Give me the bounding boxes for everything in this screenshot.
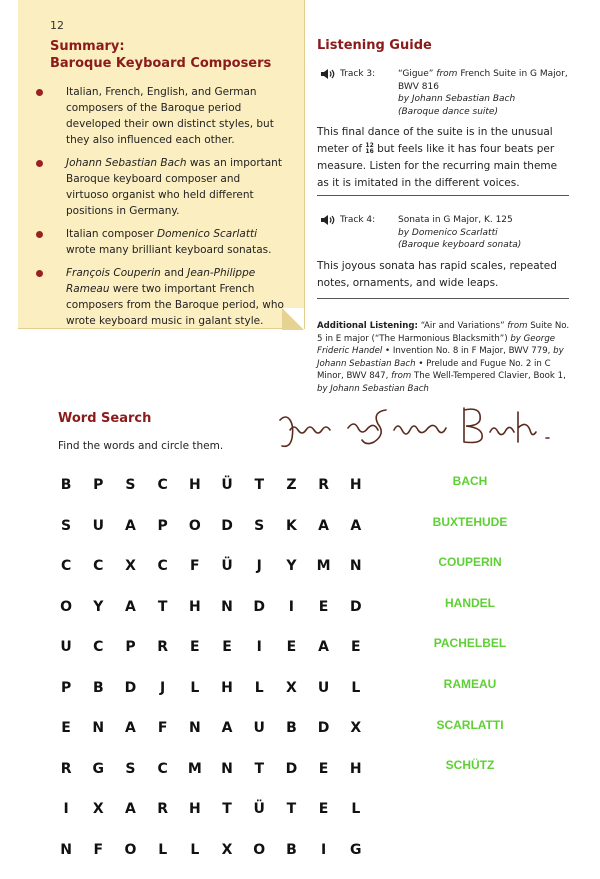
speaker-icon xyxy=(320,68,336,80)
grid-letter[interactable]: L xyxy=(147,842,179,858)
summary-title xyxy=(50,38,290,72)
grid-letter[interactable]: U xyxy=(243,720,275,736)
word-list-item: COUPERIN xyxy=(410,555,530,596)
grid-letter[interactable]: C xyxy=(82,558,114,574)
grid-letter[interactable]: H xyxy=(211,680,243,696)
grid-letter[interactable]: C xyxy=(147,558,179,574)
grid-letter[interactable]: E xyxy=(308,761,340,777)
grid-letter[interactable]: P xyxy=(147,518,179,534)
grid-letter[interactable]: P xyxy=(114,639,146,655)
summary-bullets xyxy=(36,84,286,336)
grid-letter[interactable]: T xyxy=(211,801,243,817)
grid-letter[interactable]: F xyxy=(179,558,211,574)
track-4 xyxy=(320,214,580,254)
grid-letter[interactable]: S xyxy=(50,518,82,534)
grid-letter[interactable]: D xyxy=(340,599,372,615)
grid-letter[interactable]: A xyxy=(211,720,243,736)
grid-letter[interactable]: J xyxy=(147,680,179,696)
grid-letter[interactable]: L xyxy=(243,680,275,696)
word-list-item: BACH xyxy=(410,474,530,515)
grid-letter[interactable]: B xyxy=(275,720,307,736)
grid-letter[interactable]: G xyxy=(82,761,114,777)
grid-letter[interactable]: U xyxy=(50,639,82,655)
grid-letter[interactable]: C xyxy=(147,761,179,777)
additional-listening: Additional Listening: “Air and Variations” from Suite No. 5 in E major (“The Harmonious Blacksmith”) by George Frideric Handel • Invention No. 8 in F Major, BWV 779, by Johann Sebastian Bach • Prelude and Fugue No. 2 in C Minor, BWV 847, from The Well-Tempered Clavier, Book 1, by Johann Sebastian Bach xyxy=(317,320,572,396)
track-3 xyxy=(320,68,580,124)
grid-row xyxy=(50,515,372,556)
bullet-dot-icon xyxy=(36,270,43,277)
grid-row xyxy=(50,596,372,637)
grid-letter[interactable]: G xyxy=(340,842,372,858)
grid-letter[interactable]: F xyxy=(147,720,179,736)
grid-row xyxy=(50,798,372,839)
grid-letter[interactable]: T xyxy=(147,599,179,615)
grid-row xyxy=(50,758,372,799)
grid-letter[interactable]: X xyxy=(340,720,372,736)
word-search-title: Word Search xyxy=(58,411,151,426)
grid-letter[interactable]: U xyxy=(308,680,340,696)
grid-letter[interactable]: D xyxy=(308,720,340,736)
grid-letter[interactable]: S xyxy=(114,761,146,777)
grid-letter[interactable]: Z xyxy=(275,477,307,493)
grid-letter[interactable]: X xyxy=(275,680,307,696)
grid-letter[interactable]: D xyxy=(275,761,307,777)
grid-letter[interactable]: H xyxy=(179,801,211,817)
summary-bullet-1: Italian, French, English, and German composers of the Baroque period developed their own distinct styles, but they also influenced each other. xyxy=(36,84,286,148)
track-4-paragraph: This joyous sonata has rapid scales, repeated notes, ornaments, and wide leaps. xyxy=(317,258,567,292)
word-search-grid xyxy=(50,474,372,879)
word-list-item: RAMEAU xyxy=(410,677,530,718)
grid-letter[interactable]: Ü xyxy=(211,558,243,574)
track-4-description: Sonata in G Major, K. 125 by Domenico Scarlatti (Baroque keyboard sonata) xyxy=(398,214,588,252)
grid-row xyxy=(50,555,372,596)
grid-letter[interactable]: R xyxy=(147,639,179,655)
grid-letter[interactable]: E xyxy=(275,639,307,655)
summary-bullet-2: Johann Sebastian Bach was an important Baroque keyboard composer and virtuoso organist who held different positions in Germany. xyxy=(36,155,286,219)
grid-letter[interactable]: M xyxy=(308,558,340,574)
grid-letter[interactable]: L xyxy=(340,680,372,696)
word-list-item: HANDEL xyxy=(410,596,530,637)
bach-signature-image xyxy=(268,398,560,458)
grid-letter[interactable]: H xyxy=(340,477,372,493)
grid-letter[interactable]: K xyxy=(275,518,307,534)
grid-letter[interactable]: N xyxy=(50,842,82,858)
word-list-item: BUXTEHUDE xyxy=(410,515,530,556)
grid-row xyxy=(50,839,372,879)
grid-letter[interactable]: B xyxy=(50,477,82,493)
track-3-paragraph: This final dance of the suite is in the unusual meter of 12 16 but feels like it has four beats per measure. Listen for the recurring main theme as it is imitated in the different voices. xyxy=(317,124,567,192)
word-list-item: SCARLATTI xyxy=(410,718,530,759)
grid-letter[interactable]: S xyxy=(243,518,275,534)
grid-letter[interactable]: N xyxy=(340,558,372,574)
grid-letter[interactable]: A xyxy=(114,599,146,615)
grid-letter[interactable]: R xyxy=(50,761,82,777)
speaker-icon xyxy=(320,214,336,226)
grid-letter[interactable]: H xyxy=(179,599,211,615)
grid-letter[interactable]: X xyxy=(82,801,114,817)
word-list xyxy=(410,474,530,799)
grid-letter[interactable]: T xyxy=(243,761,275,777)
grid-letter[interactable]: A xyxy=(114,801,146,817)
summary-title-line2: Baroque Keyboard Composers xyxy=(50,55,290,72)
track-3-description: “Gigue” from French Suite in G Major, BWV 816 by Johann Sebastian Bach (Baroque dance suite) xyxy=(398,68,588,118)
grid-letter[interactable]: D xyxy=(243,599,275,615)
grid-letter[interactable]: B xyxy=(82,680,114,696)
time-signature: 12 16 xyxy=(365,143,373,155)
grid-letter[interactable]: D xyxy=(114,680,146,696)
grid-letter[interactable]: P xyxy=(82,477,114,493)
bullet-dot-icon xyxy=(36,231,43,238)
grid-letter[interactable]: E xyxy=(50,720,82,736)
grid-letter[interactable]: P xyxy=(50,680,82,696)
grid-letter[interactable]: L xyxy=(179,842,211,858)
grid-letter[interactable]: A xyxy=(308,639,340,655)
grid-letter[interactable]: M xyxy=(179,761,211,777)
grid-letter[interactable]: H xyxy=(340,761,372,777)
grid-letter[interactable]: B xyxy=(275,842,307,858)
grid-letter[interactable]: D xyxy=(211,518,243,534)
grid-letter[interactable]: C xyxy=(82,639,114,655)
grid-row xyxy=(50,636,372,677)
grid-letter[interactable]: F xyxy=(82,842,114,858)
grid-letter[interactable]: E xyxy=(179,639,211,655)
divider xyxy=(317,195,569,196)
track-3-label: Track 3: xyxy=(340,68,375,81)
grid-letter[interactable]: N xyxy=(211,599,243,615)
grid-letter[interactable]: Ü xyxy=(211,477,243,493)
grid-letter[interactable]: X xyxy=(211,842,243,858)
grid-letter[interactable]: O xyxy=(243,842,275,858)
divider xyxy=(317,298,569,299)
page-number: 12 xyxy=(50,19,64,32)
grid-letter[interactable]: U xyxy=(82,518,114,534)
grid-letter[interactable]: T xyxy=(275,801,307,817)
word-list-item: PACHELBEL xyxy=(410,636,530,677)
grid-letter[interactable]: H xyxy=(179,477,211,493)
grid-letter[interactable]: I xyxy=(243,639,275,655)
grid-letter[interactable]: T xyxy=(243,477,275,493)
grid-letter[interactable]: O xyxy=(179,518,211,534)
grid-letter[interactable]: Y xyxy=(82,599,114,615)
grid-letter[interactable]: R xyxy=(308,477,340,493)
grid-letter[interactable]: I xyxy=(308,842,340,858)
grid-letter[interactable]: O xyxy=(114,842,146,858)
grid-letter[interactable]: A xyxy=(340,518,372,534)
grid-letter[interactable]: X xyxy=(114,558,146,574)
listening-guide-title: Listening Guide xyxy=(317,38,432,53)
grid-letter[interactable]: L xyxy=(340,801,372,817)
grid-letter[interactable]: J xyxy=(243,558,275,574)
grid-letter[interactable]: A xyxy=(114,720,146,736)
grid-row xyxy=(50,717,372,758)
grid-letter[interactable]: Ü xyxy=(243,801,275,817)
word-list-item: SCHÜTZ xyxy=(410,758,530,799)
grid-letter[interactable]: A xyxy=(114,518,146,534)
grid-letter[interactable]: C xyxy=(147,477,179,493)
track-4-label: Track 4: xyxy=(340,214,375,227)
grid-letter[interactable]: I xyxy=(50,801,82,817)
grid-letter[interactable]: S xyxy=(114,477,146,493)
grid-letter[interactable]: N xyxy=(179,720,211,736)
grid-letter[interactable]: L xyxy=(179,680,211,696)
grid-letter[interactable]: E xyxy=(308,801,340,817)
grid-letter[interactable]: E xyxy=(308,599,340,615)
grid-letter[interactable]: Y xyxy=(275,558,307,574)
summary-title-line1: Summary: xyxy=(50,38,290,55)
bullet-dot-icon xyxy=(36,89,43,96)
grid-letter[interactable]: A xyxy=(308,518,340,534)
summary-bullet-4: François Couperin and Jean-Philippe Rameau were two important French composers from the Baroque period, who wrote keyboard music in galant style. xyxy=(36,265,286,329)
grid-letter[interactable]: O xyxy=(50,599,82,615)
grid-row xyxy=(50,677,372,718)
grid-letter[interactable]: N xyxy=(211,761,243,777)
grid-row xyxy=(50,474,372,515)
summary-bullet-3: Italian composer Domenico Scarlatti wrote many brilliant keyboard sonatas. xyxy=(36,226,286,258)
grid-letter[interactable]: N xyxy=(82,720,114,736)
grid-letter[interactable]: I xyxy=(275,599,307,615)
grid-letter[interactable]: R xyxy=(147,801,179,817)
grid-letter[interactable]: C xyxy=(50,558,82,574)
grid-letter[interactable]: E xyxy=(340,639,372,655)
word-search-instructions: Find the words and circle them. xyxy=(58,440,223,452)
grid-letter[interactable]: E xyxy=(211,639,243,655)
bullet-dot-icon xyxy=(36,160,43,167)
